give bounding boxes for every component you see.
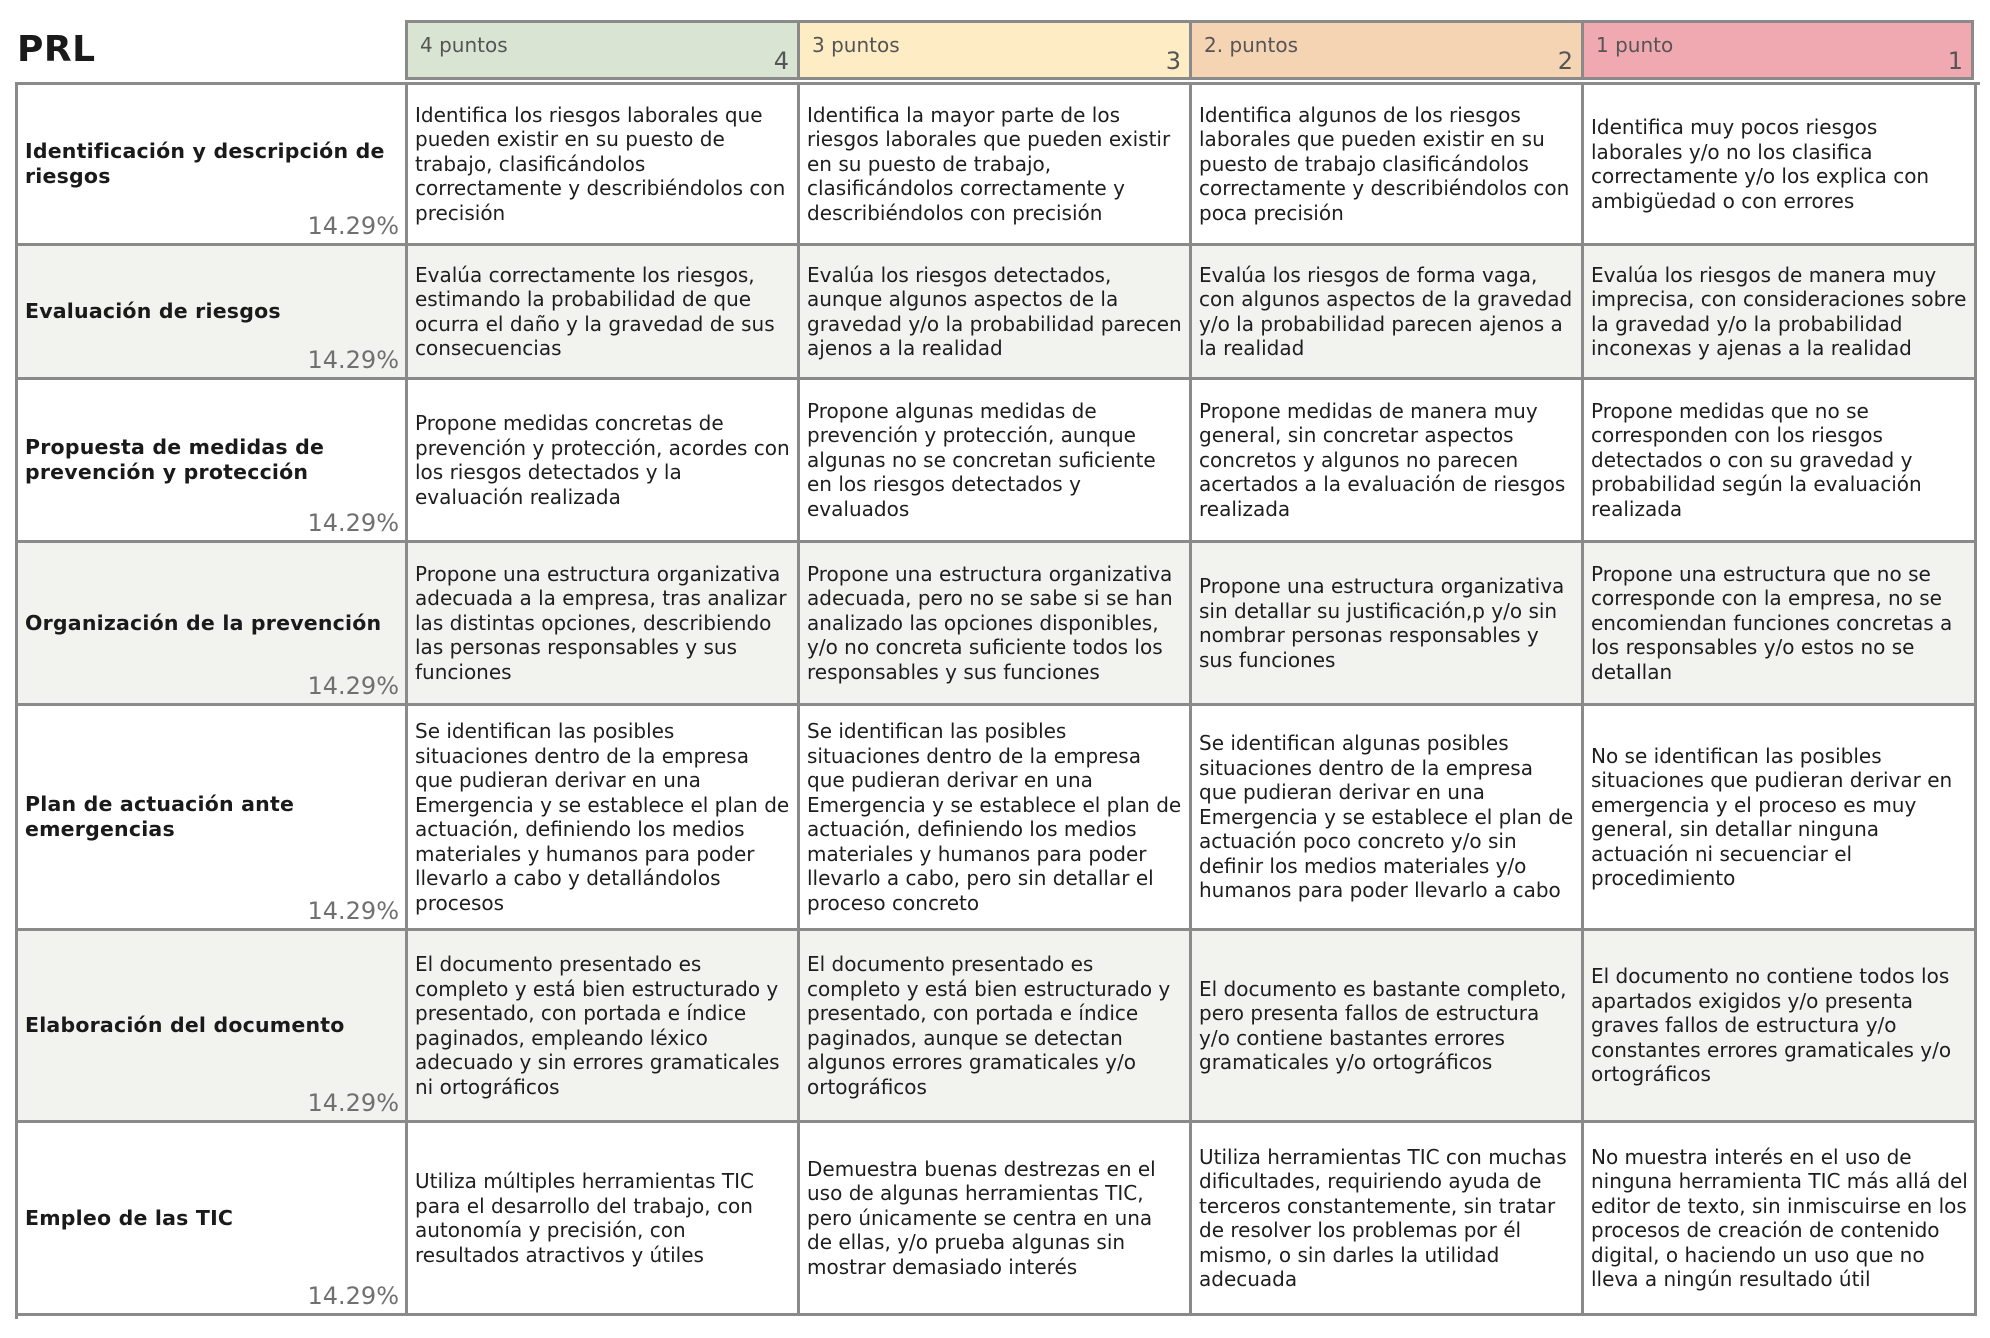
descriptor-text: Propone una estructura organizativa adecuada, pero no se sabe si se han analizado las opciones disponibles, y/o no concreta suficiente todos los responsables y sus funciones xyxy=(807,561,1173,684)
criterion-cell xyxy=(18,706,408,931)
descriptor-cell xyxy=(800,931,1192,1123)
criterion-name: Empleo de las TIC xyxy=(25,1205,234,1230)
descriptor-text: Evalúa los riesgos de manera muy imprecisa, con consideraciones sobre la gravedad y/o la probabilidad inconexas y ajenas a la realidad xyxy=(1591,262,1967,360)
descriptor-text: El documento presentado es completo y está bien estructurado y presentado, con portada e índice paginados, aunque se detectan algunos errores gramaticales y/o ortográficos xyxy=(807,952,1171,1099)
criterion-cell xyxy=(18,246,408,380)
level-header-4 xyxy=(405,20,797,80)
level-header-2 xyxy=(1189,20,1581,80)
descriptor-text: No muestra interés en el uso de ninguna herramienta TIC más allá del editor de texto, sin inmiscuirse en los procesos de creación de contenido digital, o haciendo un uso que no lleva a ningún resultado útil xyxy=(1591,1144,1968,1291)
criterion-cell xyxy=(18,1123,408,1316)
descriptor-cell xyxy=(1192,543,1584,706)
descriptor-cell xyxy=(408,246,800,380)
descriptor-cell xyxy=(1584,931,1977,1123)
level-number: 4 xyxy=(773,47,789,75)
descriptor-cell xyxy=(1584,380,1977,543)
descriptor-cell xyxy=(800,706,1192,931)
descriptor-text: Propone una estructura que no se corresponde con la empresa, no se encomiendan funciones concretas a los responsables y/o estos no se detallan xyxy=(1591,561,1953,684)
descriptor-cell xyxy=(408,380,800,543)
page-title: PRL xyxy=(17,29,96,70)
criterion-cell xyxy=(18,85,408,246)
descriptor-cell xyxy=(1584,246,1977,380)
level-label: 3 puntos xyxy=(812,33,900,57)
descriptor-text: Evalúa correctamente los riesgos, estimando la probabilidad de que ocurra el daño y la gravedad de sus consecuencias xyxy=(415,262,775,360)
criterion-name: Propuesta de medidas de prevención y protección xyxy=(25,435,325,484)
descriptor-text: Se identifican las posibles situaciones dentro de la empresa que pudieran derivar en una Emergencia y se establece el plan de actuación, definiendo los medios materiales y humanos para poder llevarlo a cabo y detallándolos procesos xyxy=(415,719,790,915)
descriptor-cell xyxy=(1192,246,1584,380)
descriptor-text: Propone una estructura organizativa sin detallar su justificación,p y/o sin nombrar personas responsables y sus funciones xyxy=(1199,574,1565,672)
descriptor-text: Se identifican las posibles situaciones dentro de la empresa que pudieran derivar en una Emergencia y se establece el plan de actuación, definiendo los medios materiales y humanos para poder llevarlo a cabo, pero sin detallar el proceso concreto xyxy=(807,719,1182,915)
descriptor-cell xyxy=(1192,1123,1584,1316)
descriptor-text: Demuestra buenas destrezas en el uso de algunas herramientas TIC, pero únicamente se centra en una de ellas, y/o prueba algunas sin mostrar demasiado interés xyxy=(807,1156,1156,1279)
descriptor-cell xyxy=(800,85,1192,246)
descriptor-cell xyxy=(1192,380,1584,543)
criterion-name: Identificación y descripción de riesgos xyxy=(25,139,385,188)
level-header-3 xyxy=(797,20,1189,80)
descriptor-text: Evalúa los riesgos detectados, aunque algunos aspectos de la gravedad y/o la probabilidad parecen ajenos a la realidad xyxy=(807,262,1182,360)
descriptor-text: Utiliza herramientas TIC con muchas dificultades, requiriendo ayuda de terceros constantemente, sin tratar de resolver los problemas por él mismo, o sin darles la utilidad adecuada xyxy=(1199,1144,1567,1291)
descriptor-cell xyxy=(408,1123,800,1316)
descriptor-text: Propone una estructura organizativa adecuada a la empresa, tras analizar las distintas opciones, describiendo las personas responsables y sus funciones xyxy=(415,561,787,684)
descriptor-cell xyxy=(408,85,800,246)
descriptor-text: Propone algunas medidas de prevención y protección, aunque algunas no se concretan suficiente en los riesgos detectados y evaluados xyxy=(807,398,1156,521)
descriptor-cell xyxy=(1584,543,1977,706)
descriptor-cell xyxy=(408,706,800,931)
descriptor-text: El documento no contiene todos los apartados exigidos y/o presenta graves fallos de estructura y/o constantes errores gramaticales y/o ortográficos xyxy=(1591,964,1952,1087)
descriptor-text: El documento es bastante completo, pero presenta fallos de estructura y/o contiene bastantes errores gramaticales y/o ortográficos xyxy=(1199,976,1567,1074)
level-number: 2 xyxy=(1557,47,1573,75)
criterion-weight: 14.29% xyxy=(307,897,399,925)
descriptor-cell xyxy=(800,1123,1192,1316)
criterion-weight: 14.29% xyxy=(307,1089,399,1117)
descriptor-text: Propone medidas que no se corresponden con los riesgos detectados o con su gravedad y probabilidad según la evaluación realizada xyxy=(1591,398,1922,521)
descriptor-cell xyxy=(800,543,1192,706)
criterion-weight: 14.29% xyxy=(307,346,399,374)
criterion-name: Organización de la prevención xyxy=(25,610,382,635)
criterion-weight: 14.29% xyxy=(307,212,399,240)
criterion-cell xyxy=(18,543,408,706)
criterion-name: Plan de actuación ante emergencias xyxy=(25,792,295,841)
descriptor-text: Propone medidas concretas de prevención y protección, acordes con los riesgos detectados y la evaluación realizada xyxy=(415,411,790,509)
descriptor-cell xyxy=(800,246,1192,380)
descriptor-cell xyxy=(1192,706,1584,931)
descriptor-text: El documento presentado es completo y está bien estructurado y presentado, con portada e índice paginados, empleando léxico adecuado y sin errores gramaticales ni ortográficos xyxy=(415,952,780,1099)
criterion-cell xyxy=(18,931,408,1123)
descriptor-text: Evalúa los riesgos de forma vaga, con algunos aspectos de la gravedad y/o la probabilidad parecen ajenos a la realidad xyxy=(1199,262,1573,360)
rubric-table xyxy=(15,20,1980,1320)
descriptor-cell xyxy=(408,543,800,706)
rubric-grid xyxy=(15,82,1980,1319)
descriptor-text: Identifica muy pocos riesgos laborales y/o no los clasifica correctamente y/o los explica con ambigüedad o con errores xyxy=(1591,115,1930,213)
criterion-weight: 14.29% xyxy=(307,509,399,537)
descriptor-cell xyxy=(1584,85,1977,246)
descriptor-text: Utiliza múltiples herramientas TIC para el desarrollo del trabajo, con autonomía y precisión, con resultados atractivos y útiles xyxy=(415,1169,755,1267)
descriptor-cell xyxy=(1584,706,1977,931)
criterion-weight: 14.29% xyxy=(307,1282,399,1310)
criterion-name: Elaboración del documento xyxy=(25,1013,345,1037)
descriptor-text: Identifica algunos de los riesgos laborales que pueden existir en su puesto de trabajo clasificándolos correctamente y describiéndolos con poca precisión xyxy=(1199,102,1570,225)
descriptor-text: Se identifican algunas posibles situaciones dentro de la empresa que pudieran derivar en una Emergencia y se establece el plan de actuación poco concreto y/o sin definir los medios materiales y/o humanos para poder llevarlo a cabo xyxy=(1199,731,1574,903)
descriptor-cell xyxy=(1192,85,1584,246)
level-label: 4 puntos xyxy=(420,33,508,57)
descriptor-cell xyxy=(1192,931,1584,1123)
level-label: 1 punto xyxy=(1596,33,1674,57)
descriptor-text: Propone medidas de manera muy general, sin concretar aspectos concretos y algunos no parecen acertados a la evaluación de riesgos realizada xyxy=(1199,398,1566,521)
criterion-name: Evaluación de riesgos xyxy=(25,299,281,323)
level-header-1 xyxy=(1581,20,1974,80)
descriptor-cell xyxy=(1584,1123,1977,1316)
descriptor-text: No se identifican las posibles situaciones que pudieran derivar en emergencia y el proceso es muy general, sin detallar ninguna actuación ni secuenciar el procedimiento xyxy=(1591,743,1953,890)
level-label: 2. puntos xyxy=(1204,33,1298,57)
criterion-weight: 14.29% xyxy=(307,672,399,700)
descriptor-cell xyxy=(408,931,800,1123)
criterion-cell xyxy=(18,380,408,543)
descriptor-text: Identifica la mayor parte de los riesgos laborales que pueden existir en su puesto de trabajo, clasificándolos correctamente y describiéndolos con precisión xyxy=(807,102,1171,225)
level-number: 1 xyxy=(1947,47,1963,75)
descriptor-text: Identifica los riesgos laborales que pueden existir en su puesto de trabajo, clasificándolos correctamente y describiéndolos con precisión xyxy=(415,102,786,225)
descriptor-cell xyxy=(800,380,1192,543)
level-number: 3 xyxy=(1165,47,1181,75)
